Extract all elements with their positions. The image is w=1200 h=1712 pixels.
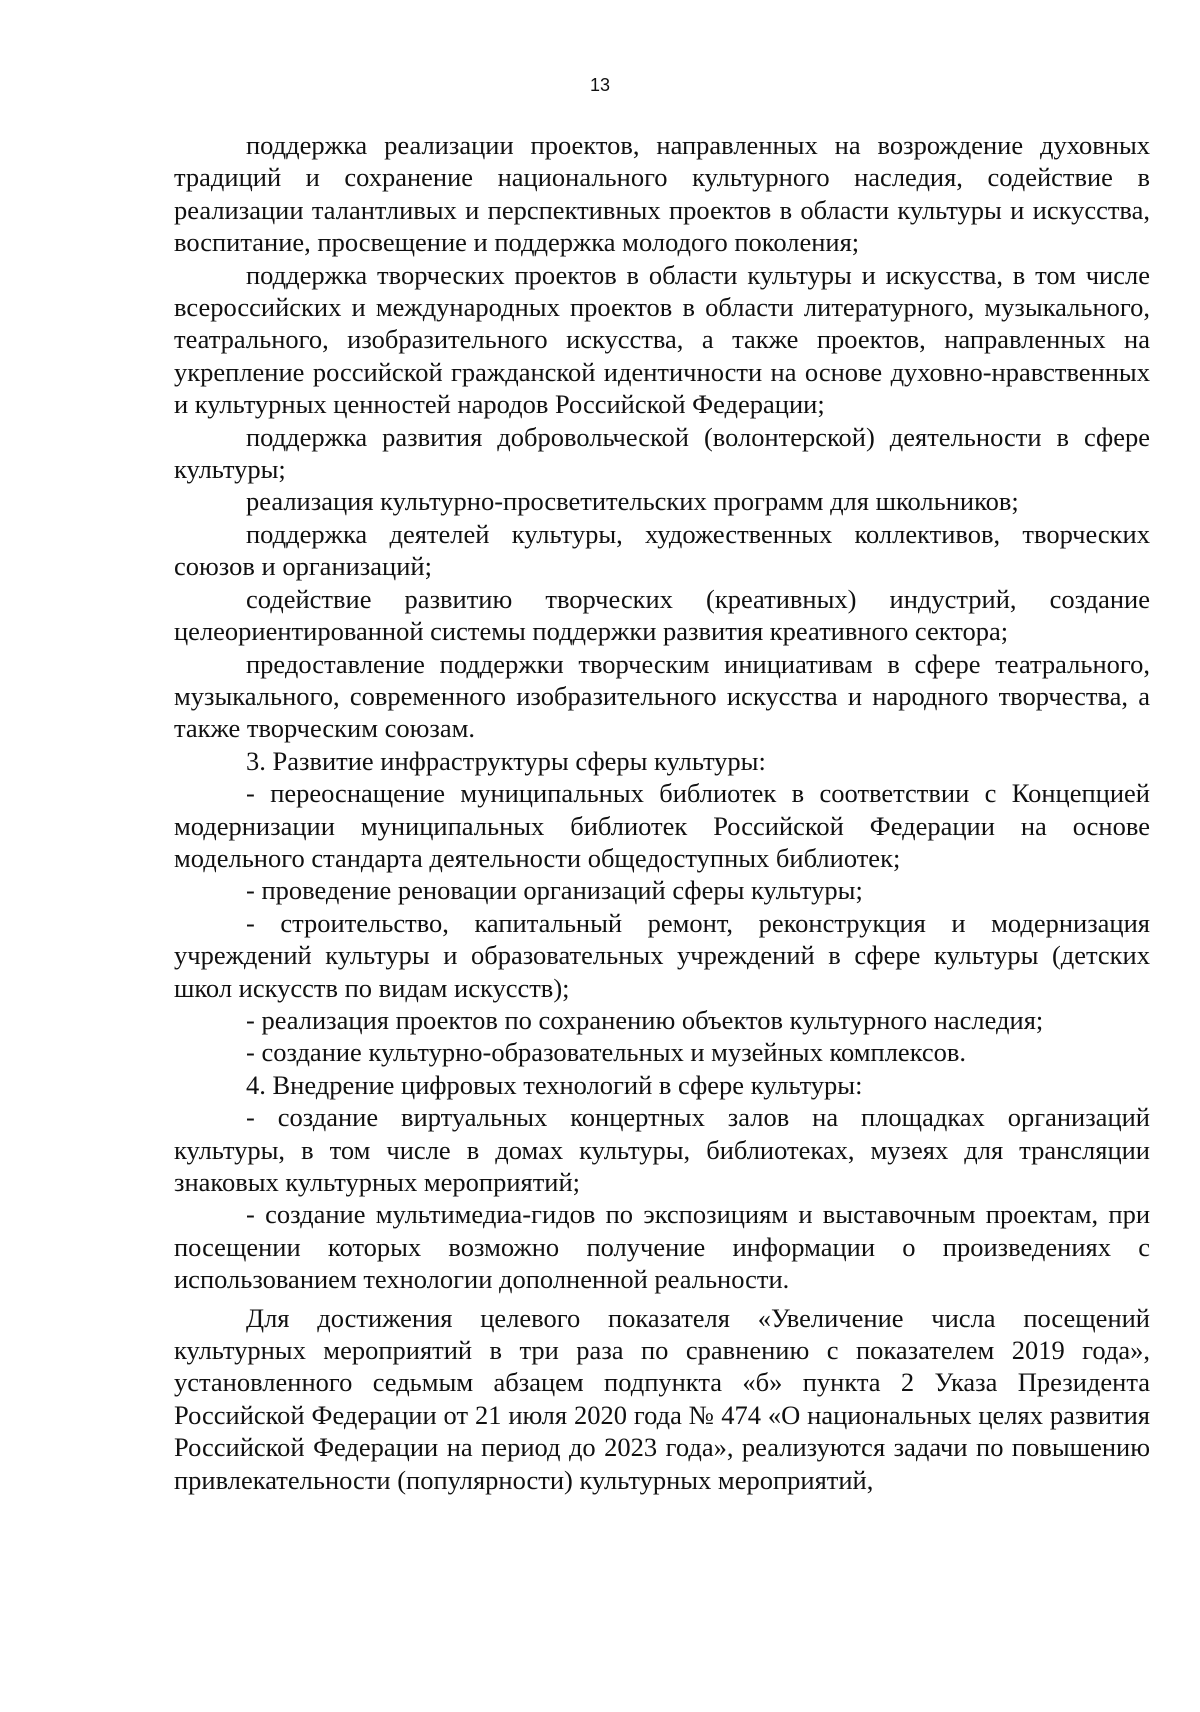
paragraph-support-creative-projects: поддержка творческих проектов в области культуры и искусства, в том числе всероссийских и международных проектов в области литературного, музыкального, театрального, изобразительного искусства, а также проектов, направленных на укрепление российской гражданской идентичности на основе духовно-нравственных и культурных ценностей народов Российской Федерации; [174,259,1150,420]
paragraph-creative-industries: содействие развитию творческих (креативных) индустрий, создание целеориентированной системы поддержки развития креативного сектора; [174,583,1150,647]
list-item-museum-complexes: - создание культурно-образовательных и музейных комплексов. [246,1037,967,1068]
section-heading-digital: 4. Внедрение цифровых технологий в сфере культуры: [246,1069,863,1100]
list-item-virtual-halls: - создание виртуальных концертных залов на площадках организаций культуры, в том числе в домах культуры, библиотеках, музеях для трансляции знаковых культурных мероприятий; [174,1102,1150,1197]
list-item-renovation: - проведение реновации организаций сферы культуры; [246,875,863,906]
paragraph-creative-initiatives: предоставление поддержки творческим инициативам в сфере театрального, музыкального, современного изобразительного искусства и народного творчества, а также творческим союзам. [174,648,1150,744]
paragraph-volunteer-activity: поддержка развития добровольческой (волонтерской) деятельности в сфере культуры; [174,421,1150,485]
section-heading-infrastructure: 3. Развитие инфраструктуры сферы культуры: [246,745,766,776]
list-item-library-reequipment: - переоснащение муниципальных библиотек в соответствии с Концепцией модернизации муниципальных библиотек Российской Федерации на основе модельного стандарта деятельности общедоступных библиотек; [174,778,1150,873]
list-item-construction: - строительство, капитальный ремонт, реконструкция и модернизация учреждений культуры и образовательных учреждений в сфере культуры (детских школ искусств по видам искусств); [174,907,1150,1003]
paragraph-target-indicator: Для достижения целевого показателя «Увеличение числа посещений культурных мероприятий в три раза по сравнению с показателем 2019 года», установленного седьмым абзацем подпункта «б» пункта 2 Указа Президента Российской Федерации от 21 июля 2020 года № 474 «О национальных целях развития Российской Федерации на период до 2023 года», реализуются задачи по повышению привлекательности (популярности) культурных мероприятий, [174,1302,1150,1495]
paragraph-support-spiritual-traditions: поддержка реализации проектов, направленных на возрождение духовных традиций и сохранение национального культурного наследия, содействие в реализации талантливых и перспективных проектов в области культуры и искусства, воспитание, просвещение и поддержка молодого поколения; [174,130,1150,258]
paragraph-school-programs: реализация культурно-просветительских программ для школьников; [246,486,1019,517]
list-item-heritage-preservation: - реализация проектов по сохранению объектов культурного наследия; [246,1004,1044,1035]
page-number: 13 [589,75,611,95]
document-body [174,129,1150,1496]
list-item-multimedia-guides: - создание мультимедиа-гидов по экспозициям и выставочным проектам, при посещении которых возможно получение информации о произведениях с использованием технологии дополненной реальности. [174,1199,1150,1295]
paragraph-support-cultural-figures: поддержка деятелей культуры, художественных коллективов, творческих союзов и организаций; [174,518,1150,582]
